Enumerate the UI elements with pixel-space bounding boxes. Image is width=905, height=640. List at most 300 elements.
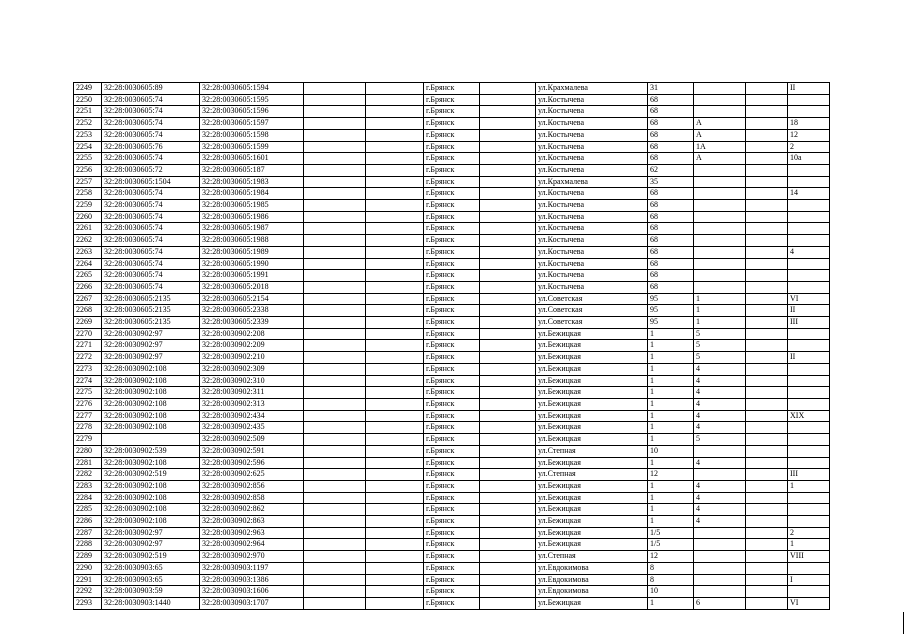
- cell-object-number: 32:28:0030902:208: [200, 328, 304, 340]
- cell-col-11: [746, 492, 788, 504]
- cell-city: г.Брянск: [424, 200, 480, 212]
- cell-premises: [788, 516, 830, 528]
- cell-object-number: 32:28:0030605:1984: [200, 188, 304, 200]
- cell-premises: [788, 340, 830, 352]
- cell-col-7: [480, 445, 536, 457]
- table-row: [74, 281, 830, 293]
- cell-street: ул.Бежицкая: [536, 516, 648, 528]
- cell-house-number: 1: [648, 480, 694, 492]
- cell-col-5: [366, 270, 424, 282]
- cell-col-11: [746, 223, 788, 235]
- cell-col-4: [304, 188, 366, 200]
- cell-col-4: [304, 176, 366, 188]
- cell-street: ул.Бежицкая: [536, 504, 648, 516]
- cell-parcel-number: 32:28:0030605:2135: [102, 305, 200, 317]
- cell-row-number: 2266: [74, 281, 102, 293]
- cell-object-number: 32:28:0030903:1386: [200, 574, 304, 586]
- cell-col-7: [480, 516, 536, 528]
- cell-house-number: 1: [648, 375, 694, 387]
- cell-col-7: [480, 106, 536, 118]
- cell-col-11: [746, 422, 788, 434]
- cell-street: ул.Крахмалева: [536, 83, 648, 95]
- table-row: [74, 539, 830, 551]
- cell-row-number: 2257: [74, 176, 102, 188]
- cell-col-11: [746, 153, 788, 165]
- cell-building: 4: [694, 492, 746, 504]
- cell-house-number: 1/5: [648, 527, 694, 539]
- cell-col-11: [746, 469, 788, 481]
- cell-row-number: 2269: [74, 317, 102, 329]
- table-row: [74, 445, 830, 457]
- cell-object-number: 32:28:0030902:591: [200, 445, 304, 457]
- cell-col-11: [746, 188, 788, 200]
- cell-col-11: [746, 317, 788, 329]
- cell-house-number: 68: [648, 258, 694, 270]
- table-row: [74, 235, 830, 247]
- cell-city: г.Брянск: [424, 258, 480, 270]
- cell-city: г.Брянск: [424, 317, 480, 329]
- cell-object-number: 32:28:0030605:1597: [200, 118, 304, 130]
- cell-object-number: 32:28:0030605:1985: [200, 200, 304, 212]
- cell-col-7: [480, 597, 536, 609]
- cell-street: ул.Крахмалева: [536, 176, 648, 188]
- cell-col-11: [746, 129, 788, 141]
- cell-house-number: 68: [648, 118, 694, 130]
- cell-city: г.Брянск: [424, 422, 480, 434]
- cell-col-4: [304, 410, 366, 422]
- cell-building: А: [694, 153, 746, 165]
- cell-premises: II: [788, 83, 830, 95]
- cell-col-7: [480, 281, 536, 293]
- cell-col-7: [480, 153, 536, 165]
- cell-col-7: [480, 188, 536, 200]
- cell-col-4: [304, 352, 366, 364]
- cell-street: ул.Костычева: [536, 164, 648, 176]
- cell-col-5: [366, 516, 424, 528]
- table-row: [74, 129, 830, 141]
- cell-premises: [788, 258, 830, 270]
- cell-row-number: 2278: [74, 422, 102, 434]
- cell-row-number: 2255: [74, 153, 102, 165]
- cell-parcel-number: 32:28:0030605:74: [102, 258, 200, 270]
- cell-col-7: [480, 200, 536, 212]
- cell-city: г.Брянск: [424, 246, 480, 258]
- cell-premises: 12: [788, 129, 830, 141]
- cell-house-number: 68: [648, 281, 694, 293]
- cell-parcel-number: 32:28:0030902:108: [102, 516, 200, 528]
- cell-row-number: 2249: [74, 83, 102, 95]
- cell-premises: [788, 328, 830, 340]
- cell-object-number: 32:28:0030605:1986: [200, 211, 304, 223]
- cell-col-4: [304, 246, 366, 258]
- cell-object-number: 32:28:0030902:970: [200, 551, 304, 563]
- cell-col-11: [746, 106, 788, 118]
- cell-col-11: [746, 597, 788, 609]
- cell-building: [694, 223, 746, 235]
- cell-col-4: [304, 211, 366, 223]
- cell-city: г.Брянск: [424, 281, 480, 293]
- cell-city: г.Брянск: [424, 480, 480, 492]
- cell-city: г.Брянск: [424, 118, 480, 130]
- cell-col-5: [366, 106, 424, 118]
- table-row: [74, 118, 830, 130]
- cell-premises: [788, 164, 830, 176]
- cell-building: [694, 200, 746, 212]
- cell-house-number: 62: [648, 164, 694, 176]
- cell-col-4: [304, 527, 366, 539]
- cell-city: г.Брянск: [424, 141, 480, 153]
- cell-col-11: [746, 141, 788, 153]
- cell-street: ул.Бежицкая: [536, 328, 648, 340]
- cell-premises: [788, 211, 830, 223]
- cell-col-5: [366, 246, 424, 258]
- cell-building: [694, 527, 746, 539]
- cell-col-4: [304, 200, 366, 212]
- cell-parcel-number: 32:28:0030605:74: [102, 94, 200, 106]
- cell-premises: [788, 106, 830, 118]
- cell-street: ул.Костычева: [536, 258, 648, 270]
- cell-col-5: [366, 83, 424, 95]
- cell-col-7: [480, 492, 536, 504]
- cell-premises: [788, 94, 830, 106]
- cell-object-number: 32:28:0030605:1987: [200, 223, 304, 235]
- cell-col-5: [366, 153, 424, 165]
- cell-row-number: 2253: [74, 129, 102, 141]
- cell-object-number: 32:28:0030902:310: [200, 375, 304, 387]
- cell-parcel-number: 32:28:0030605:74: [102, 246, 200, 258]
- cell-premises: 18: [788, 118, 830, 130]
- cell-col-11: [746, 504, 788, 516]
- cell-col-4: [304, 516, 366, 528]
- table-row: [74, 258, 830, 270]
- cell-col-5: [366, 504, 424, 516]
- cell-city: г.Брянск: [424, 539, 480, 551]
- cell-building: 4: [694, 387, 746, 399]
- cell-premises: VI: [788, 597, 830, 609]
- cell-building: [694, 270, 746, 282]
- cell-col-11: [746, 200, 788, 212]
- cell-col-7: [480, 480, 536, 492]
- cell-premises: III: [788, 317, 830, 329]
- cell-col-5: [366, 305, 424, 317]
- table-row: [74, 469, 830, 481]
- cell-parcel-number: 32:28:0030902:108: [102, 387, 200, 399]
- cell-parcel-number: 32:28:0030902:97: [102, 527, 200, 539]
- cell-building: [694, 574, 746, 586]
- cell-parcel-number: 32:28:0030605:89: [102, 83, 200, 95]
- cell-parcel-number: 32:28:0030902:108: [102, 457, 200, 469]
- cell-building: 5: [694, 340, 746, 352]
- cell-col-11: [746, 539, 788, 551]
- cell-col-5: [366, 141, 424, 153]
- cell-building: [694, 235, 746, 247]
- cell-object-number: 32:28:0030902:862: [200, 504, 304, 516]
- cell-parcel-number: 32:28:0030902:519: [102, 469, 200, 481]
- cell-city: г.Брянск: [424, 434, 480, 446]
- cell-city: г.Брянск: [424, 387, 480, 399]
- cell-col-7: [480, 305, 536, 317]
- cell-row-number: 2292: [74, 586, 102, 598]
- cell-city: г.Брянск: [424, 445, 480, 457]
- cell-street: ул.Костычева: [536, 211, 648, 223]
- table-row: [74, 293, 830, 305]
- cell-house-number: 68: [648, 153, 694, 165]
- cell-premises: 14: [788, 188, 830, 200]
- cell-parcel-number: 32:28:0030605:2135: [102, 317, 200, 329]
- cell-parcel-number: 32:28:0030605:74: [102, 153, 200, 165]
- cell-building: [694, 258, 746, 270]
- table-row: [74, 340, 830, 352]
- table-row: [74, 586, 830, 598]
- cell-city: г.Брянск: [424, 527, 480, 539]
- table-row: [74, 83, 830, 95]
- cell-city: г.Брянск: [424, 410, 480, 422]
- cell-row-number: 2274: [74, 375, 102, 387]
- cell-premises: [788, 375, 830, 387]
- cell-col-4: [304, 118, 366, 130]
- cell-col-7: [480, 317, 536, 329]
- cell-col-4: [304, 422, 366, 434]
- cell-parcel-number: 32:28:0030605:74: [102, 118, 200, 130]
- cell-parcel-number: 32:28:0030902:97: [102, 352, 200, 364]
- cell-row-number: 2289: [74, 551, 102, 563]
- cell-building: 4: [694, 457, 746, 469]
- cell-col-7: [480, 118, 536, 130]
- cell-building: А: [694, 129, 746, 141]
- cell-object-number: 32:28:0030605:2339: [200, 317, 304, 329]
- cell-col-5: [366, 527, 424, 539]
- table-row: [74, 106, 830, 118]
- cell-premises: VIII: [788, 551, 830, 563]
- cell-object-number: 32:28:0030903:1197: [200, 562, 304, 574]
- cell-col-11: [746, 398, 788, 410]
- cell-row-number: 2254: [74, 141, 102, 153]
- cell-row-number: 2270: [74, 328, 102, 340]
- cell-house-number: 68: [648, 223, 694, 235]
- cell-col-5: [366, 200, 424, 212]
- cell-col-7: [480, 574, 536, 586]
- cell-premises: 10а: [788, 153, 830, 165]
- cell-parcel-number: 32:28:0030902:97: [102, 340, 200, 352]
- cell-street: ул.Бежицкая: [536, 422, 648, 434]
- cell-col-4: [304, 153, 366, 165]
- cell-street: ул.Бежицкая: [536, 363, 648, 375]
- cell-col-11: [746, 434, 788, 446]
- cell-object-number: 32:28:0030902:313: [200, 398, 304, 410]
- cell-row-number: 2291: [74, 574, 102, 586]
- cell-premises: [788, 422, 830, 434]
- cell-col-11: [746, 375, 788, 387]
- cell-parcel-number: 32:28:0030903:1440: [102, 597, 200, 609]
- cell-parcel-number: 32:28:0030605:74: [102, 270, 200, 282]
- cell-col-7: [480, 340, 536, 352]
- cell-col-5: [366, 176, 424, 188]
- cell-city: г.Брянск: [424, 457, 480, 469]
- cell-col-11: [746, 94, 788, 106]
- cell-col-5: [366, 328, 424, 340]
- cell-parcel-number: 32:28:0030902:108: [102, 410, 200, 422]
- cell-col-7: [480, 398, 536, 410]
- cell-col-11: [746, 118, 788, 130]
- cell-col-7: [480, 586, 536, 598]
- cell-row-number: 2262: [74, 235, 102, 247]
- cell-house-number: 1: [648, 340, 694, 352]
- cell-col-5: [366, 129, 424, 141]
- cell-row-number: 2287: [74, 527, 102, 539]
- cell-street: ул.Костычева: [536, 270, 648, 282]
- cell-object-number: 32:28:0030902:856: [200, 480, 304, 492]
- table-body: [74, 83, 830, 610]
- cell-building: [694, 94, 746, 106]
- cell-parcel-number: 32:28:0030902:108: [102, 422, 200, 434]
- cell-col-7: [480, 129, 536, 141]
- cell-col-7: [480, 527, 536, 539]
- cell-building: 4: [694, 410, 746, 422]
- table-row: [74, 211, 830, 223]
- cell-city: г.Брянск: [424, 164, 480, 176]
- table-row: [74, 410, 830, 422]
- cell-house-number: 1: [648, 398, 694, 410]
- cell-parcel-number: 32:28:0030605:74: [102, 281, 200, 293]
- cell-col-5: [366, 574, 424, 586]
- cell-col-11: [746, 270, 788, 282]
- page-edge-mark: [903, 612, 904, 634]
- cell-building: 4: [694, 504, 746, 516]
- cell-col-7: [480, 352, 536, 364]
- cell-premises: [788, 235, 830, 247]
- cell-col-7: [480, 328, 536, 340]
- cell-premises: II: [788, 305, 830, 317]
- table-row: [74, 94, 830, 106]
- cell-row-number: 2273: [74, 363, 102, 375]
- table-row: [74, 164, 830, 176]
- cell-city: г.Брянск: [424, 106, 480, 118]
- cell-row-number: 2272: [74, 352, 102, 364]
- cell-col-4: [304, 457, 366, 469]
- cell-premises: VI: [788, 293, 830, 305]
- cell-col-7: [480, 94, 536, 106]
- cell-house-number: 68: [648, 246, 694, 258]
- cell-object-number: 32:28:0030605:1594: [200, 83, 304, 95]
- cell-col-4: [304, 223, 366, 235]
- cell-city: г.Брянск: [424, 94, 480, 106]
- cell-col-7: [480, 457, 536, 469]
- cell-col-5: [366, 94, 424, 106]
- cell-object-number: 32:28:0030605:1595: [200, 94, 304, 106]
- cell-row-number: 2261: [74, 223, 102, 235]
- cell-building: [694, 246, 746, 258]
- cell-building: [694, 106, 746, 118]
- registry-sheet: [73, 82, 830, 610]
- table-row: [74, 200, 830, 212]
- cell-street: ул.Бежицкая: [536, 492, 648, 504]
- cell-col-7: [480, 434, 536, 446]
- cell-col-5: [366, 562, 424, 574]
- property-registry-table: [73, 82, 830, 610]
- cell-house-number: 12: [648, 469, 694, 481]
- cell-col-4: [304, 258, 366, 270]
- cell-street: ул.Степная: [536, 469, 648, 481]
- cell-col-7: [480, 235, 536, 247]
- cell-col-4: [304, 398, 366, 410]
- cell-col-4: [304, 270, 366, 282]
- table-row: [74, 328, 830, 340]
- cell-street: ул.Костычева: [536, 246, 648, 258]
- cell-premises: [788, 176, 830, 188]
- cell-col-11: [746, 410, 788, 422]
- cell-city: г.Брянск: [424, 398, 480, 410]
- cell-col-11: [746, 211, 788, 223]
- cell-parcel-number: 32:28:0030902:539: [102, 445, 200, 457]
- table-row: [74, 551, 830, 563]
- cell-premises: [788, 457, 830, 469]
- cell-object-number: 32:28:0030605:1983: [200, 176, 304, 188]
- cell-col-4: [304, 539, 366, 551]
- cell-street: ул.Костычева: [536, 118, 648, 130]
- cell-col-4: [304, 83, 366, 95]
- table-row: [74, 398, 830, 410]
- cell-house-number: 1: [648, 516, 694, 528]
- cell-row-number: 2277: [74, 410, 102, 422]
- cell-col-5: [366, 480, 424, 492]
- cell-col-11: [746, 258, 788, 270]
- cell-col-5: [366, 586, 424, 598]
- cell-object-number: 32:28:0030902:963: [200, 527, 304, 539]
- cell-building: 6: [694, 597, 746, 609]
- cell-row-number: 2256: [74, 164, 102, 176]
- cell-col-4: [304, 492, 366, 504]
- cell-row-number: 2267: [74, 293, 102, 305]
- cell-col-11: [746, 83, 788, 95]
- cell-object-number: 32:28:0030605:1598: [200, 129, 304, 141]
- cell-col-11: [746, 457, 788, 469]
- cell-house-number: 68: [648, 235, 694, 247]
- cell-col-11: [746, 340, 788, 352]
- cell-premises: [788, 363, 830, 375]
- cell-house-number: 68: [648, 200, 694, 212]
- cell-street: ул.Советская: [536, 305, 648, 317]
- cell-col-5: [366, 469, 424, 481]
- cell-parcel-number: 32:28:0030902:108: [102, 504, 200, 516]
- cell-house-number: 31: [648, 83, 694, 95]
- cell-row-number: 2264: [74, 258, 102, 270]
- cell-city: г.Брянск: [424, 469, 480, 481]
- table-row: [74, 317, 830, 329]
- cell-col-4: [304, 293, 366, 305]
- cell-row-number: 2260: [74, 211, 102, 223]
- cell-col-11: [746, 293, 788, 305]
- table-row: [74, 527, 830, 539]
- cell-col-5: [366, 551, 424, 563]
- cell-col-5: [366, 340, 424, 352]
- cell-street: ул.Костычева: [536, 129, 648, 141]
- cell-col-11: [746, 246, 788, 258]
- table-row: [74, 270, 830, 282]
- cell-col-7: [480, 469, 536, 481]
- cell-house-number: 68: [648, 188, 694, 200]
- cell-building: 4: [694, 398, 746, 410]
- cell-city: г.Брянск: [424, 328, 480, 340]
- cell-col-11: [746, 551, 788, 563]
- cell-object-number: 32:28:0030902:210: [200, 352, 304, 364]
- cell-col-4: [304, 469, 366, 481]
- cell-col-5: [366, 317, 424, 329]
- cell-parcel-number: 32:28:0030605:74: [102, 129, 200, 141]
- cell-col-4: [304, 387, 366, 399]
- cell-building: [694, 211, 746, 223]
- cell-building: [694, 445, 746, 457]
- cell-row-number: 2293: [74, 597, 102, 609]
